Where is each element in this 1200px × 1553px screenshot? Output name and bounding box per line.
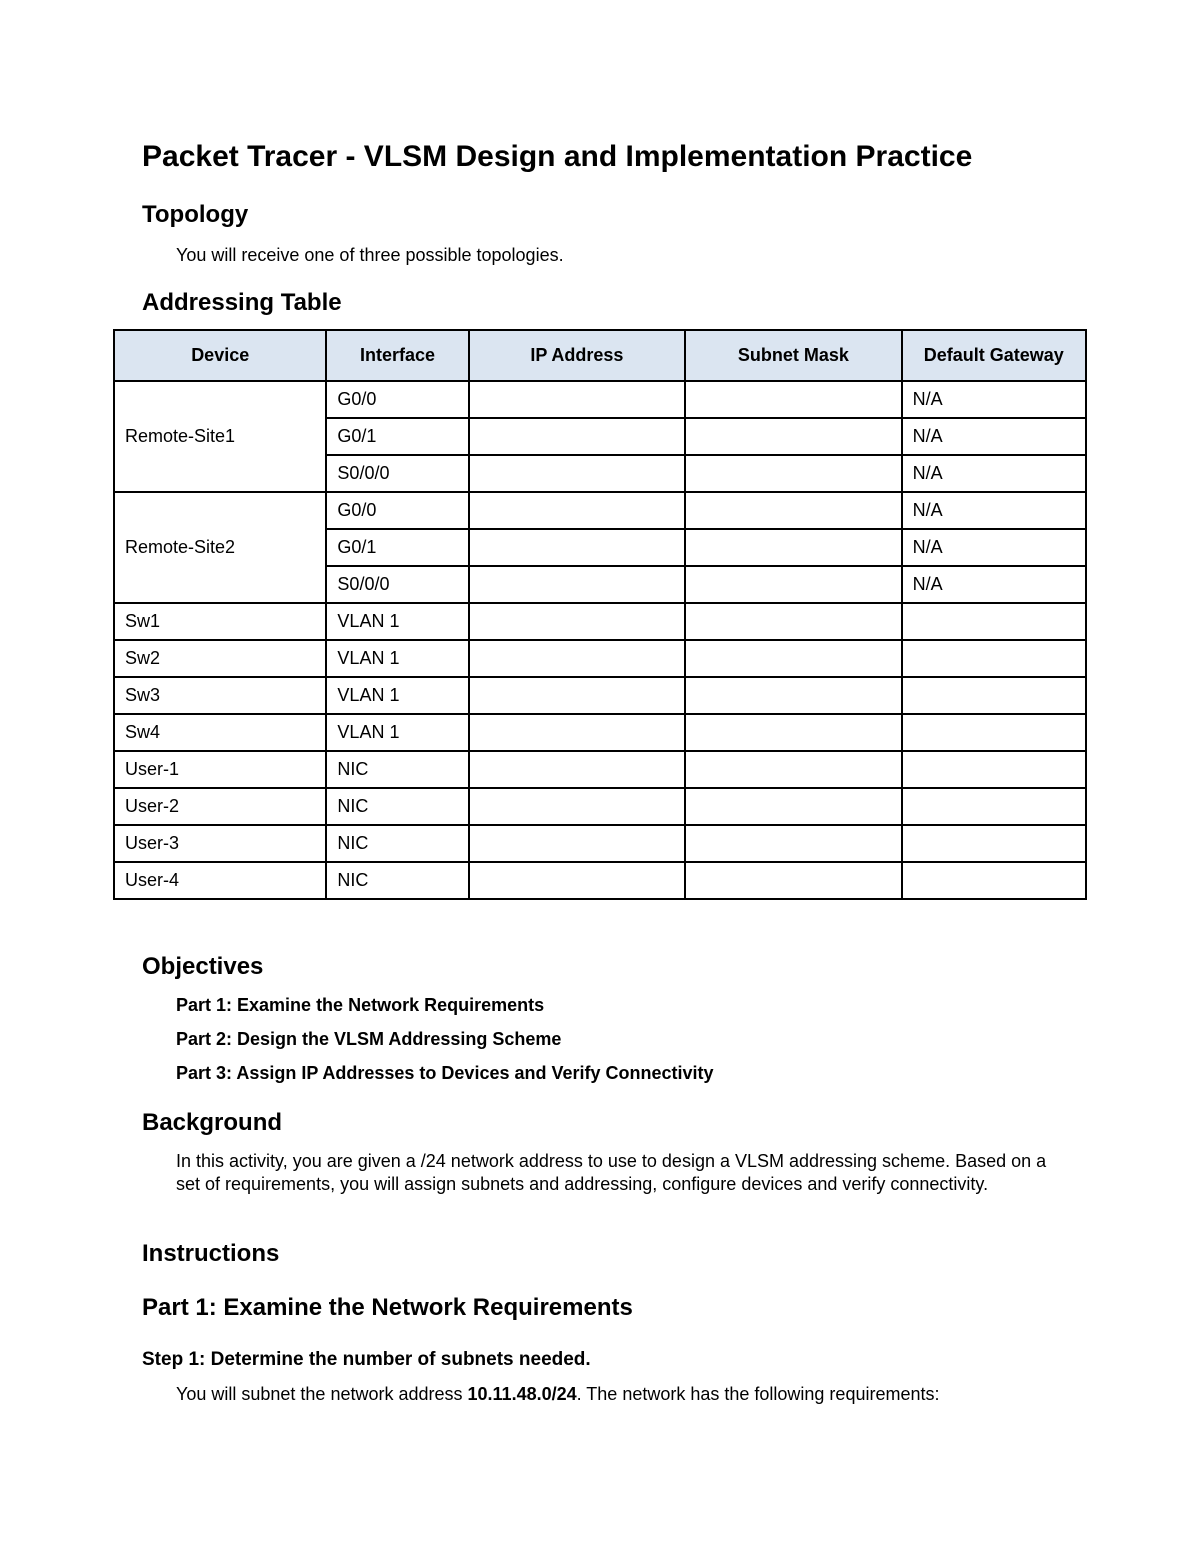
interface-cell: G0/1 (326, 418, 468, 455)
subnet-mask-cell[interactable] (685, 492, 901, 529)
ip-address-cell[interactable] (469, 455, 685, 492)
interface-cell: VLAN 1 (326, 714, 468, 751)
default-gateway-cell: N/A (902, 566, 1086, 603)
subnet-mask-cell[interactable] (685, 825, 901, 862)
ip-address-cell[interactable] (469, 677, 685, 714)
subnet-mask-cell[interactable] (685, 418, 901, 455)
ip-address-cell[interactable] (469, 492, 685, 529)
interface-cell: VLAN 1 (326, 603, 468, 640)
table-row (114, 381, 1086, 418)
subnet-mask-cell[interactable] (685, 751, 901, 788)
table-row (114, 825, 1086, 862)
default-gateway-cell: N/A (902, 492, 1086, 529)
interface-cell: S0/0/0 (326, 455, 468, 492)
interface-cell: VLAN 1 (326, 677, 468, 714)
default-gateway-cell[interactable] (902, 751, 1086, 788)
step-1-text-after: . The network has the following requirements: (576, 1384, 940, 1404)
table-row (114, 714, 1086, 751)
network-address: 10.11.48.0/24 (467, 1384, 577, 1404)
subnet-mask-cell[interactable] (685, 381, 901, 418)
interface-cell: VLAN 1 (326, 640, 468, 677)
interface-cell: G0/0 (326, 492, 468, 529)
ip-address-cell[interactable] (469, 418, 685, 455)
ip-address-cell[interactable] (469, 603, 685, 640)
interface-cell: NIC (326, 862, 468, 899)
addressing-table (113, 329, 1087, 900)
subnet-mask-cell[interactable] (685, 714, 901, 751)
table-row (114, 603, 1086, 640)
step-1-text-before: You will subnet the network address (176, 1384, 468, 1404)
subnet-mask-cell[interactable] (685, 677, 901, 714)
column-header-interface: Interface (326, 330, 468, 381)
objective-part-1: Part 1: Examine the Network Requirements (176, 995, 545, 1015)
default-gateway-cell[interactable] (902, 603, 1086, 640)
table-row (114, 788, 1086, 825)
page-title: Packet Tracer - VLSM Design and Implementation Practice (142, 140, 973, 173)
interface-cell: NIC (326, 788, 468, 825)
subnet-mask-cell[interactable] (685, 788, 901, 825)
column-header-subnet-mask: Subnet Mask (685, 330, 901, 381)
step-1-text (176, 1383, 939, 1406)
subnet-mask-cell[interactable] (685, 603, 901, 640)
table-row (114, 751, 1086, 788)
ip-address-cell[interactable] (469, 788, 685, 825)
ip-address-cell[interactable] (469, 862, 685, 899)
objective-part-2: Part 2: Design the VLSM Addressing Scheme (176, 1029, 562, 1049)
table-row (114, 862, 1086, 899)
background-heading: Background (142, 1109, 283, 1136)
ip-address-cell[interactable] (469, 566, 685, 603)
interface-cell: G0/0 (326, 381, 468, 418)
device-cell: User-1 (114, 751, 326, 788)
default-gateway-cell[interactable] (902, 714, 1086, 751)
default-gateway-cell[interactable] (902, 788, 1086, 825)
device-cell: Remote-Site2 (114, 492, 326, 603)
default-gateway-cell: N/A (902, 418, 1086, 455)
table-row (114, 492, 1086, 529)
device-cell: Sw3 (114, 677, 326, 714)
device-cell: Remote-Site1 (114, 381, 326, 492)
default-gateway-cell: N/A (902, 455, 1086, 492)
interface-cell: NIC (326, 751, 468, 788)
table-header-row (114, 330, 1086, 381)
default-gateway-cell: N/A (902, 381, 1086, 418)
default-gateway-cell[interactable] (902, 677, 1086, 714)
default-gateway-cell[interactable] (902, 640, 1086, 677)
objectives-heading: Objectives (142, 953, 264, 980)
default-gateway-cell[interactable] (902, 862, 1086, 899)
ip-address-cell[interactable] (469, 825, 685, 862)
ip-address-cell[interactable] (469, 529, 685, 566)
addressing-table-heading: Addressing Table (142, 289, 342, 316)
objective-part-3: Part 3: Assign IP Addresses to Devices and Verify Connectivity (176, 1063, 714, 1083)
default-gateway-cell: N/A (902, 529, 1086, 566)
step-1-heading: Step 1: Determine the number of subnets needed. (142, 1349, 591, 1370)
part-1-heading: Part 1: Examine the Network Requirements (142, 1294, 633, 1321)
table-row (114, 640, 1086, 677)
interface-cell: G0/1 (326, 529, 468, 566)
table-row (114, 677, 1086, 714)
interface-cell: S0/0/0 (326, 566, 468, 603)
column-header-ip-address: IP Address (469, 330, 685, 381)
column-header-default-gateway: Default Gateway (902, 330, 1086, 381)
ip-address-cell[interactable] (469, 640, 685, 677)
device-cell: User-4 (114, 862, 326, 899)
instructions-heading: Instructions (142, 1240, 280, 1267)
interface-cell: NIC (326, 825, 468, 862)
subnet-mask-cell[interactable] (685, 529, 901, 566)
device-cell: User-2 (114, 788, 326, 825)
subnet-mask-cell[interactable] (685, 455, 901, 492)
subnet-mask-cell[interactable] (685, 640, 901, 677)
subnet-mask-cell[interactable] (685, 566, 901, 603)
ip-address-cell[interactable] (469, 714, 685, 751)
ip-address-cell[interactable] (469, 751, 685, 788)
default-gateway-cell[interactable] (902, 825, 1086, 862)
device-cell: Sw1 (114, 603, 326, 640)
background-text: In this activity, you are given a /24 network address to use to design a VLSM addressing scheme. Based on a set of requirements, you will assign subnets and addressing, configure devices and verify connectivity. (176, 1151, 1047, 1194)
subnet-mask-cell[interactable] (685, 862, 901, 899)
device-cell: Sw2 (114, 640, 326, 677)
device-cell: Sw4 (114, 714, 326, 751)
column-header-device: Device (114, 330, 326, 381)
ip-address-cell[interactable] (469, 381, 685, 418)
topology-text: You will receive one of three possible topologies. (176, 245, 564, 265)
device-cell: User-3 (114, 825, 326, 862)
topology-heading: Topology (142, 201, 249, 228)
